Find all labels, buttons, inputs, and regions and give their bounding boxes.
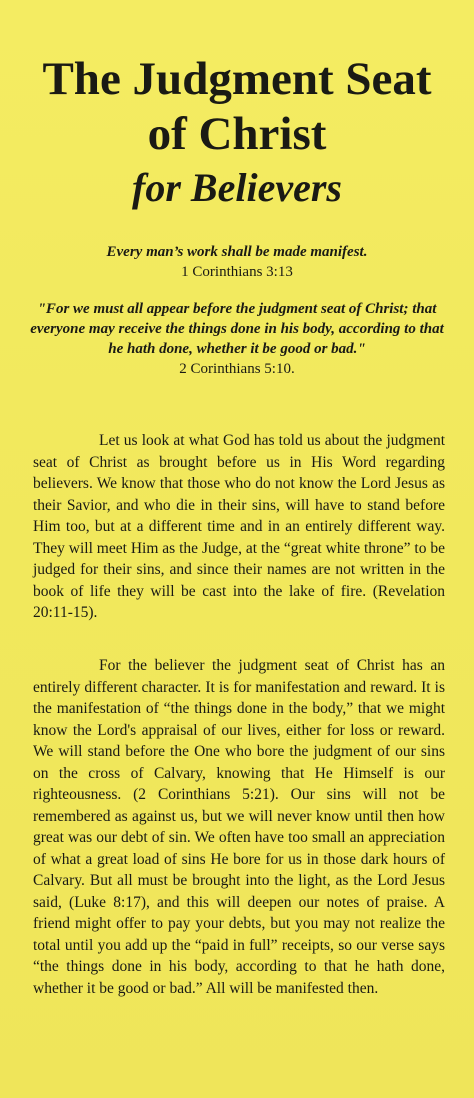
body-paragraph-1 xyxy=(33,430,445,624)
title-line-1: The Judgment Seat xyxy=(42,53,432,105)
paragraph-2-text: For the believer the judgment seat of Christ has an entirely different character. It is for manifestation and reward. It is the manifestation of “the things done in the body,” that we might know the Lord's appraisal of our lives, either for loss or reward. We will stand before the One who bore the judgment of our sins on the cross of Calvary, knowing that He Himself is our righteousness. (2 Corinthians 5:21). Our sins will not be remembered as against us, but we will never know until then how great was our debt of sin. We often have too small an appreciation of what a great load of sins He bore for us in those dark hours of Calvary. But all must be brought into the light, as the Lord Jesus said, (Luke 8:17), and this will deepen our notes of praise. A friend might offer to pay your debts, but you may not realize the total until you add up the “paid in full” receipts, so our verse says “the things done in his body, according to that he hath done, whether it be good or bad.” All will be manifested then. xyxy=(33,657,445,997)
scripture-verses xyxy=(30,242,444,379)
verse-1-reference: 1 Corinthians 3:13 xyxy=(181,264,293,280)
verse-2 xyxy=(30,299,444,379)
verse-2-text: "For we must all appear before the judgment seat of Christ; that everyone may receive the things done in his body, according to that he hath done, whether it be good or bad." xyxy=(30,301,444,357)
title-line-2: of Christ xyxy=(147,108,327,160)
verse-1 xyxy=(30,242,444,282)
body-paragraph-2 xyxy=(33,655,445,999)
title-block xyxy=(0,52,474,214)
verse-1-text: Every man’s work shall be made manifest. xyxy=(106,244,368,260)
paragraph-1-text: Let us look at what God has told us about the judgment seat of Christ as brought before us in His Word regarding believers. We know that those who do not know the Lord Jesus as their Savior, and who die in their sins, will have to stand before Him too, but at a different time and in an entirely different way. They will meet Him as the Judge, at the “great white throne” to be judged for their sins, and since their names are not written in the book of life they will be cast into the lake of fire. (Revelation 20:11-15). xyxy=(33,432,445,621)
verse-2-reference: 2 Corinthians 5:10. xyxy=(179,361,295,377)
title-line-3: for Believers xyxy=(132,165,342,210)
